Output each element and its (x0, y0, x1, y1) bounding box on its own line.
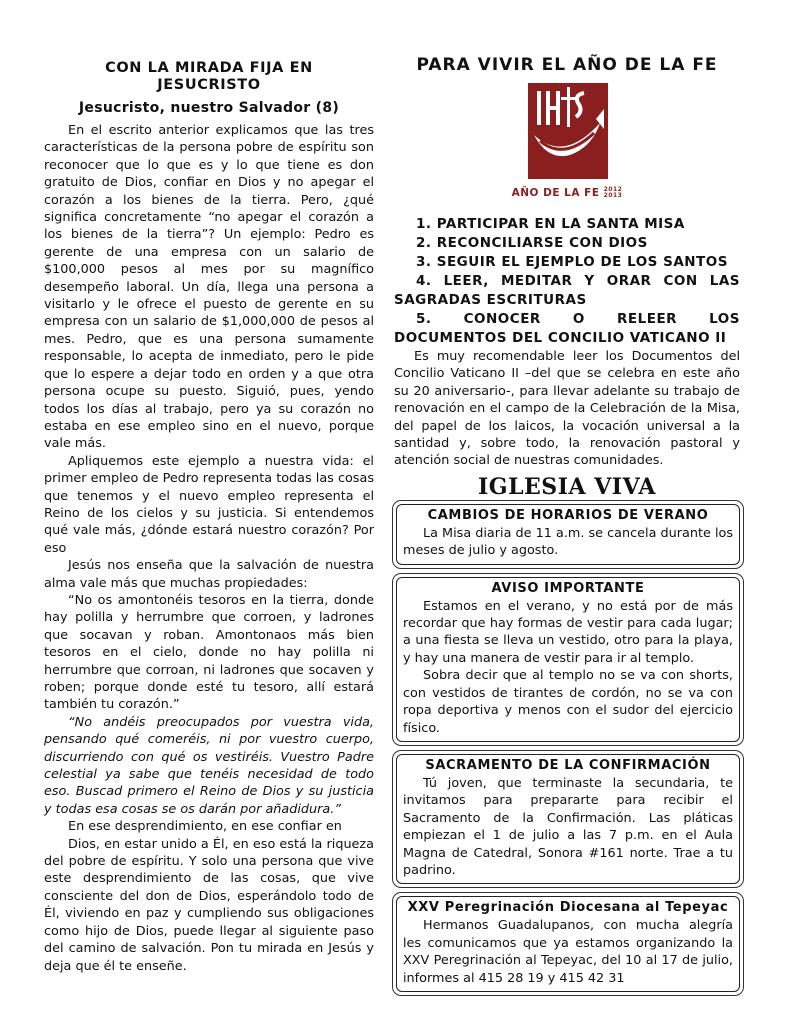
logo-year-bottom: 2013 (603, 192, 623, 199)
box-title: XXV Peregrinación Diocesana al Tepeyac (407, 900, 729, 916)
box-paragraph: Tú joven, que terminaste la secundaria, te invitamos para prepararte para recibir el Sacramento de la Confirmación. Las pláticas empiezan el 1 de julio a las 7 p.m. en el Aula Magna de Catedral, Sonora #161 norte. Trae a tu padrino. (403, 775, 733, 878)
article-paragraph: Jesús nos enseña que la salvación de nuestra alma vale más que muchas propiedades: (44, 558, 374, 591)
list-item: 4. LEER, MEDITAR Y ORAR CON LAS SAGRADAS ESCRITURAS (394, 273, 740, 308)
list-item: 1. PARTICIPAR EN LA SANTA MISA (416, 216, 685, 232)
year-of-faith-title: PARA VIVIR EL AÑO DE LA FE (416, 55, 718, 75)
article-paragraph: En ese desprendimiento, en ese confiar en (68, 819, 342, 835)
box-paragraph: Estamos en el verano, y no está por de más recordar que hay formas de vestir para cada lugar; a una fiesta se lleva un vestido, otro para la playa, y hay una manera de vestir para ir al templo. (403, 598, 733, 666)
list-item: 2. RECONCILIARSE CON DIOS (416, 235, 648, 251)
iglesia-viva-heading: IGLESIA VIVA (477, 473, 656, 500)
article-title-line2: JESUCRISTO (157, 77, 261, 93)
confirmation-box (396, 754, 740, 884)
year-of-faith-list (394, 215, 740, 348)
article-title (44, 60, 374, 94)
left-column (44, 60, 374, 975)
logo-year-top: 2012 (603, 186, 623, 193)
box-paragraph: Hermanos Guadalupanos, con mucha alegría les comunicamos que ya estamos organizando la XXV Peregrinación al Tepeyac, del 10 al 17 de julio, informes al 415 28 19 y 415 42 31 (403, 918, 733, 986)
article-paragraph: Dios, en estar unido a Él, en eso está la riqueza del pobre de espíritu. Y solo una persona que vive este desprendimiento de las cosas, que vive consciente del don de Dios, esperándolo todo de Él, viviendo en paz y cumpliendo sus obligaciones como hijo de Dios, puede llegar al siguiente paso del camino de salvación. Pon tu mirada en Jesús y deja que él te enseñe. (44, 836, 374, 974)
box-title: SACRAMENTO DE LA CONFIRMACIÓN (425, 757, 711, 773)
box-title: CAMBIOS DE HORARIOS DE VERANO (427, 507, 709, 523)
pilgrimage-box (396, 896, 740, 992)
important-notice-box (396, 577, 740, 742)
list-item: 3. SEGUIR EL EJEMPLO DE LOS SANTOS (416, 254, 728, 270)
box-paragraph: Sobra decir que al templo no se va con shorts, con vestidos de tirantes de cordón, no se va con ropa deportiva y menos con el sudor del ejercicio físico. (403, 668, 733, 736)
logo-caption-text: AÑO DE LA FE (511, 187, 600, 199)
logo-caption (394, 187, 740, 199)
article-subtitle: Jesucristo, nuestro Salvador (8) (78, 100, 340, 116)
scripture-quote: “No os amontonéis tesoros en la tierra, donde hay polilla y herrumbre que corroen, y ladrones que socavan y roban. Amontonaos más bien tesoros en el cielo, donde no hay polilla ni herrumbre que corroan, ni ladrones que socaven y roben; porque donde esté tu tesoro, allí estará también tu corazón.” (44, 592, 374, 713)
article-paragraph: Apliquemos este ejemplo a nuestra vida: el primer empleo de Pedro representa todas las cosas que tenemos y el nuevo empleo representa el Reino de los cielos y su justicia. Si entendemos qué vale más, ¿dónde estará nuestro corazón? Por eso (44, 453, 374, 556)
ihs-boat-logo-icon (522, 79, 612, 183)
right-column (394, 55, 740, 1000)
vatican-council-paragraph: Es muy recomendable leer los Documentos del Concilio Vaticano II –del que se celebra en este año su 20 aniversario-, para llevar adelante su trabajo de renovación en el campo de la Celebración de la Misa, del papel de los laicos, la vocación universal a la santidad y, sobre todo, la renovación pastoral y atención social de nuestras comunidades. (394, 349, 740, 469)
box-paragraph: La Misa diaria de 11 a.m. se cancela durante los meses de julio y agosto. (403, 525, 733, 559)
article-paragraph: En el escrito anterior explicamos que las tres características de la persona pobre de espíritu son reconocer que lo que es y lo que tiene es don gratuito de Dios, confiar en Dios y no apegar el corazón a los bienes de la tierra. Pero, ¿qué significa concretamente “no apegar el corazón a los bienes de la tierra”? Un ejemplo: Pedro es gerente de una empresa con un salario de $100,000 pesos al mes por su magnífico desempeño laboral. Un día, llega una persona a visitarlo y le ofrece el puesto de gerente en su empresa con un salario de $1,000,000 de pesos al mes. Pedro, que es una persona sumamente responsable, lo acepta de inmediato, pero le pide que lo espere a dejar todo en orden y a que otra persona ocupe su puesto. Siguió, pues, yendo todos los días al trabajo, pero ya su corazón no estaba en ese empleo sino en el nuevo, porque vale más. (44, 123, 374, 452)
box-title: AVISO IMPORTANTE (491, 580, 645, 596)
article-title-line1: CON LA MIRADA FIJA EN (105, 60, 313, 76)
year-of-faith-logo (394, 79, 740, 199)
scripture-quote-italic: “No andéis preocupados por vuestra vida, pensando qué comeréis, ni por vuestro cuerpo, discurriendo con qué os vestiréis. Vuestro Padre celestial ya sabe que tenéis necesidad de todo eso. Buscad primero el Reino de Dios y su justicia y todas esa cosas se os darán por añadidura.” (44, 714, 374, 817)
summer-schedule-box (396, 504, 740, 565)
list-item: 5. CONOCER O RELEER LOS DOCUMENTOS DEL CONCILIO VATICANO II (394, 311, 740, 346)
